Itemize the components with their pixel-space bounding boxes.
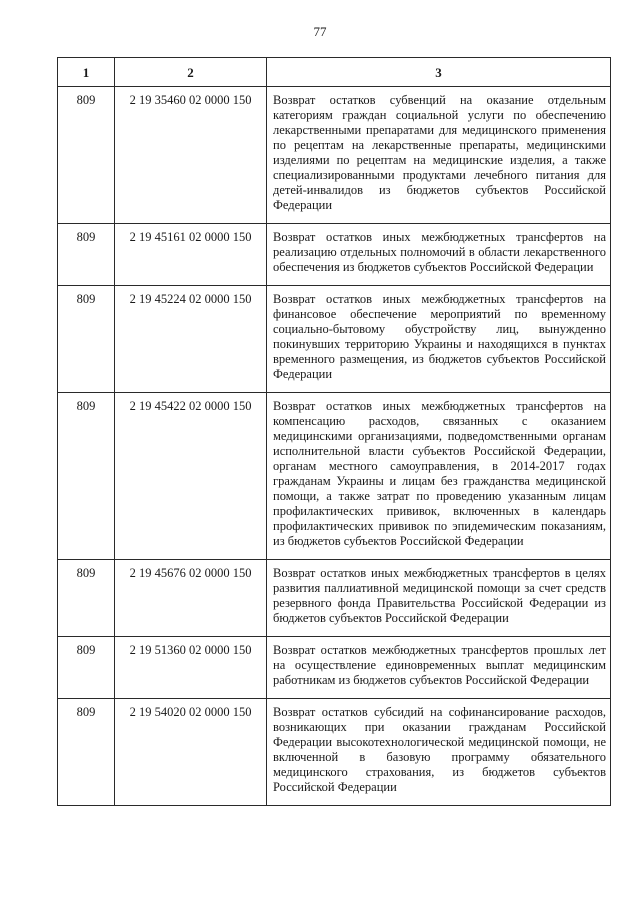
column-header-2: 2 [115,58,267,87]
description-cell: Возврат остатков субсидий на софинансирование расходов, возникающих при оказании гражданам Российской Федерации высокотехнологической медицинской помощи, не включенной в базовую программу обязательного медицинского страхования, из бюджетов субъектов Российской Федерации [267,699,611,806]
table-row [58,393,611,560]
admin-code-cell: 809 [58,560,115,637]
page-number: 77 [313,24,327,39]
admin-code-cell: 809 [58,224,115,286]
kbk-code-cell: 2 19 45161 02 0000 150 [115,224,267,286]
kbk-code-cell: 2 19 51360 02 0000 150 [115,637,267,699]
budget-codes-table [57,57,611,806]
description-cell: Возврат остатков иных межбюджетных трансфертов на финансовое обеспечение мероприятий по временному социально-бытовому обустройству лиц, вынужденно покинувших территорию Украины и находящихся в пунктах временного размещения, из бюджетов субъектов Российской Федерации [267,286,611,393]
admin-code-cell: 809 [58,637,115,699]
kbk-code-cell: 2 19 45676 02 0000 150 [115,560,267,637]
kbk-code-cell: 2 19 45224 02 0000 150 [115,286,267,393]
table-row [58,286,611,393]
table-header-row [58,58,611,87]
description-cell: Возврат остатков субвенций на оказание отдельным категориям граждан социальной услуги по обеспечению лекарственными препаратами для медицинского применения по рецептам на лекарственные препараты, медицинскими изделиями по рецептам на медицинские изделия, а также специализированными продуктами лечебного питания для детей-инвалидов из бюджетов субъектов Российской Федерации [267,87,611,224]
column-header-3: 3 [267,58,611,87]
description-cell: Возврат остатков иных межбюджетных трансфертов на компенсацию расходов, связанных с оказанием медицинскими организациями, подведомственными органам исполнительной власти субъектов Российской Федерации, органам местного самоуправления, в 2014-2017 годах гражданам Украины и лицам без гражданства медицинской помощи, а также затрат по проведению указанным лицам профилактических прививок, включенных в календарь профилактических прививок по эпидемическим показаниям, из бюджетов субъектов Российской Федерации [267,393,611,560]
table-row [58,637,611,699]
table-row [58,699,611,806]
table-row [58,87,611,224]
kbk-code-cell: 2 19 54020 02 0000 150 [115,699,267,806]
admin-code-cell: 809 [58,393,115,560]
description-cell: Возврат остатков иных межбюджетных трансфертов в целях развития паллиативной медицинской помощи за счет средств резервного фонда Правительства Российской Федерации из бюджетов субъектов Российской Федерации [267,560,611,637]
admin-code-cell: 809 [58,699,115,806]
kbk-code-cell: 2 19 35460 02 0000 150 [115,87,267,224]
kbk-code-cell: 2 19 45422 02 0000 150 [115,393,267,560]
column-header-1: 1 [58,58,115,87]
table-row [58,560,611,637]
description-cell: Возврат остатков иных межбюджетных трансфертов на реализацию отдельных полномочий в области лекарственного обеспечения из бюджетов субъектов Российской Федерации [267,224,611,286]
table-row [58,224,611,286]
admin-code-cell: 809 [58,286,115,393]
admin-code-cell: 809 [58,87,115,224]
description-cell: Возврат остатков межбюджетных трансфертов прошлых лет на осуществление единовременных выплат медицинским работникам из бюджетов субъектов Российской Федерации [267,637,611,699]
